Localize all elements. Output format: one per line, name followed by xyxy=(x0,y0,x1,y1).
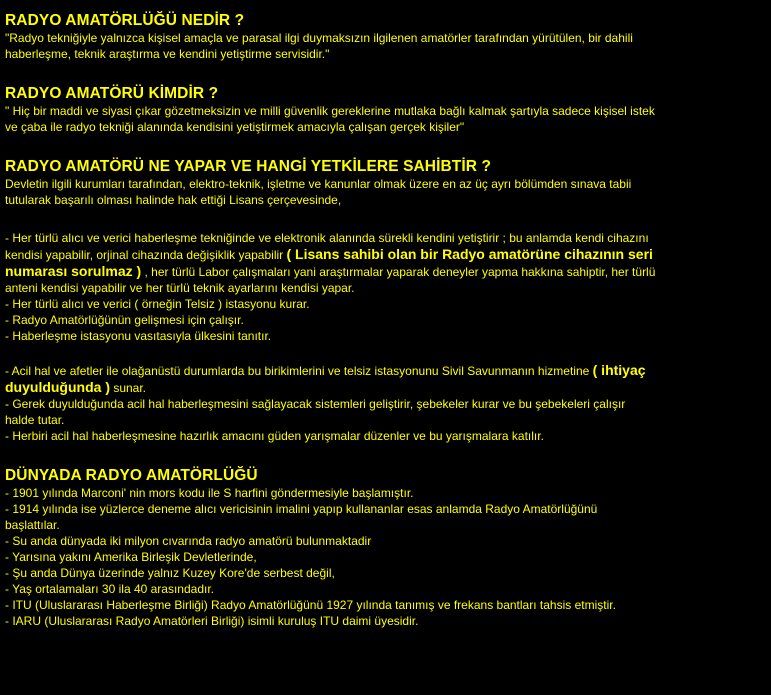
list-item: - IARU (Uluslararası Radyo Amatörleri Birliği) isimli kuruluş ITU daimi üyesidir. xyxy=(5,614,419,628)
heading-what-does: RADYO AMATÖRÜ NE YAPAR VE HANGİ YETKİLERE SAHİBTİR ? xyxy=(5,158,492,175)
list-item: - Her türlü alıcı ve verici ( örneğin Telsiz ) istasyonu kurar. xyxy=(5,297,310,311)
list-item: - Yaş ortalamaları 30 ila 40 arasındadır. xyxy=(5,582,215,596)
emphasis-text: ( Lisans sahibi olan bir Radyo amatörüne cihazının seri xyxy=(286,246,653,262)
text-line: - Her türlü alıcı ve verici haberleşme tekniğinde ve elektronik alanında sürekli kendini yetiştirir ; bu anlamda kendi cihazını xyxy=(5,231,649,245)
text-line: tutularak başarılı olması halinde hak ettiği Lisans çerçevesinde, xyxy=(5,193,342,207)
list-item: - Şu anda Dünya üzerinde yalnız Kuzey Kore'de serbest değil, xyxy=(5,566,335,580)
text-line xyxy=(5,246,765,263)
heading-world: DÜNYADA RADYO AMATÖRLÜĞÜ xyxy=(5,467,258,484)
text-line xyxy=(5,379,765,396)
text-run: , her türlü Labor çalışmaları yani araştırmalar yaparak deneyler yapma hakkına sahiptir, her türlü xyxy=(141,265,656,279)
text-line: " Hiç bir maddi ve siyasi çıkar gözetmeksizin ve milli güvenlik gereklerine mutlaka bağlı kalmak şartıyla sadece kişisel istek xyxy=(5,104,655,118)
list-item: - Gerek duyulduğunda acil hal haberleşmesini sağlayacak sistemleri geliştirir, şebekeler kurar ve bu şebekeleri çalışır xyxy=(5,397,626,411)
list-item: - Yarısına yakını Amerika Birleşik Devletlerinde, xyxy=(5,550,257,564)
text-line: halde tutar. xyxy=(5,413,65,427)
text-line: haberleşme, teknik araştırma ve kendini yetiştirme servisidir." xyxy=(5,47,330,61)
text-run: kendisi yapabilir, orjinal cihazında değişiklik yapabilir xyxy=(5,248,287,262)
text-line xyxy=(5,263,765,280)
heading-what-is: RADYO AMATÖRLÜĞÜ NEDİR ? xyxy=(5,12,245,29)
text-line: başlattılar. xyxy=(5,518,60,532)
text-line: Devletin ilgili kurumları tarafından, elektro-teknik, işletme ve kanunlar olmak üzere en az üç ayrı bölümden sınava tabii xyxy=(5,177,632,191)
text-line: ve çaba ile radyo tekniği alanında kendisini yetiştirmek amacıyla çalışan gerçek kişiler" xyxy=(5,120,465,134)
text-run: - Acil hal ve afetler ile olağanüstü durumlarda bu birikimlerini ve telsiz istasyonunu Sivil Savunmanın hizmetine xyxy=(5,364,593,378)
list-item: - ITU (Uluslararası Haberleşme Birliği) Radyo Amatörlüğünü 1927 yılında tanımış ve frekans bantları tahsis etmiştir. xyxy=(5,598,616,612)
emphasis-text: ( ihtiyaç xyxy=(592,362,646,378)
list-item: - Su anda dünyada iki milyon cıvarında radyo amatörü bulunmaktadir xyxy=(5,534,372,548)
text-run: sunar. xyxy=(109,381,147,395)
emphasis-text: numarası sorulmaz ) xyxy=(5,263,142,279)
emphasis-text: duyulduğunda ) xyxy=(5,379,110,395)
list-item: - 1901 yılında Marconi' nin mors kodu ile S harfini göndermesiyle başlamıştır. xyxy=(5,486,414,500)
heading-who-is: RADYO AMATÖRÜ KİMDİR ? xyxy=(5,85,219,102)
list-item: - 1914 yılında ise yüzlerce deneme alıcı vericisinin imalini yapıp kullananlar esas anlamda Radyo Amatörlüğünü xyxy=(5,502,598,516)
text-line: anteni kendisi yapabilir ve her türlü teknik ayarlarını kendisi yapar. xyxy=(5,281,355,295)
text-line: "Radyo tekniğiyle yalnızca kişisel amaçla ve parasal ilgi duymaksızın ilgilenen amatörler tarafından yürütülen, bir dahili xyxy=(5,31,633,45)
list-item: - Haberleşme istasyonu vasıtasıyla ülkesini tanıtır. xyxy=(5,329,272,343)
list-item: - Herbiri acil hal haberleşmesine hazırlık amacını güden yarışmalar düzenler ve bu yarışmalara katılır. xyxy=(5,429,544,443)
text-line xyxy=(5,362,765,379)
list-item: - Radyo Amatörlüğünün gelişmesi için çalışır. xyxy=(5,313,244,327)
